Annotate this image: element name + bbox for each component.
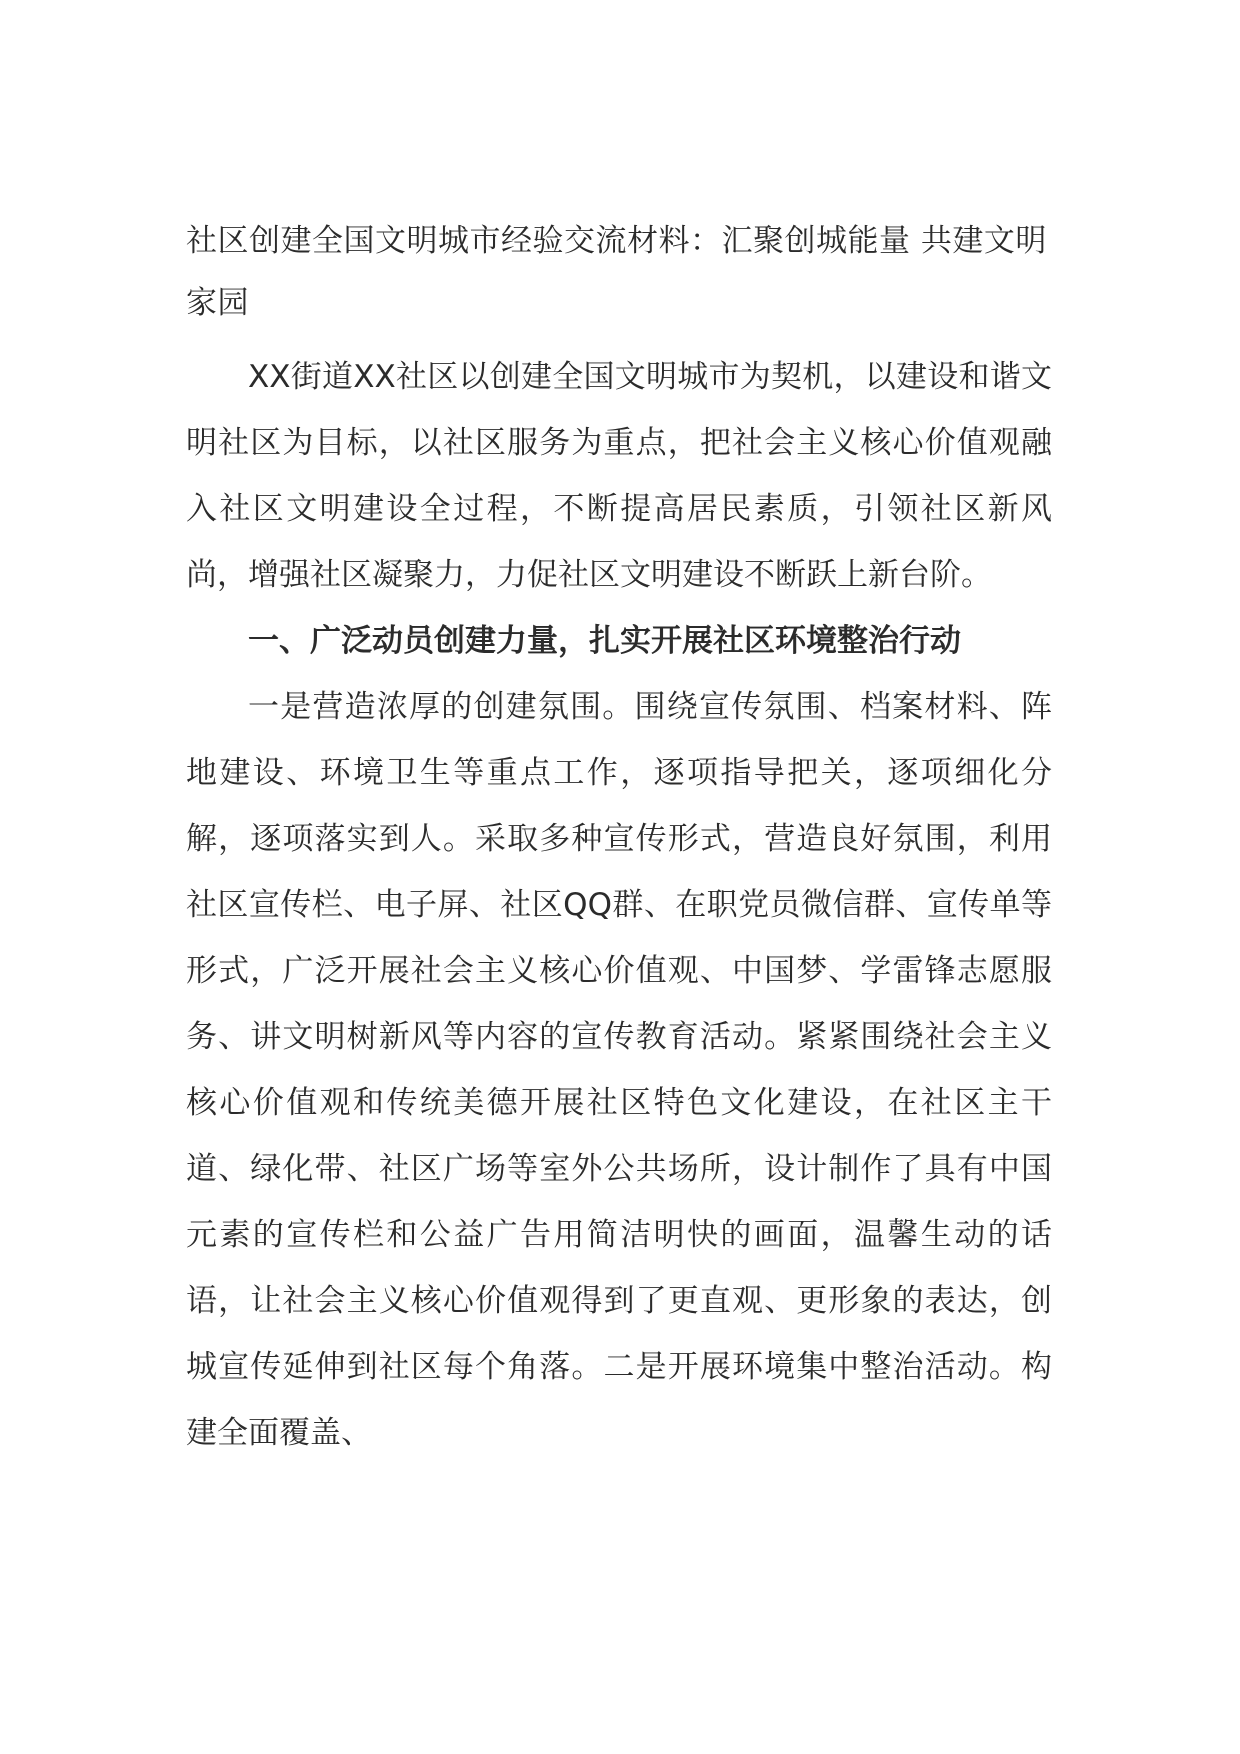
document-title: 社区创建全国文明城市经验交流材料：汇聚创城能量 共建文明家园 [186, 223, 1047, 321]
section-heading: 一、广泛动员创建力量，扎实开展社区环境整治行动 [248, 623, 961, 659]
document-body [186, 210, 1052, 1466]
intro-paragraph: XX街道XX社区以创建全国文明城市为契机，以建设和谐文明社区为目标，以社区服务为重点，把社会主义核心价值观融入社区文明建设全过程，不断提高居民素质，引领社区新风尚，增强社区凝聚力，力促社区文明建设不断跃上新台阶。 [186, 359, 1052, 593]
section-paragraph: 一是营造浓厚的创建氛围。围绕宣传氛围、档案材料、阵地建设、环境卫生等重点工作，逐项指导把关，逐项细化分解，逐项落实到人。采取多种宣传形式，营造良好氛围，利用社区宣传栏、电子屏、社区QQ群、在职党员微信群、宣传单等形式，广泛开展社会主义核心价值观、中国梦、学雷锋志愿服务、讲文明树新风等内容的宣传教育活动。紧紧围绕社会主义核心价值观和传统美德开展社区特色文化建设，在社区主干道、绿化带、社区广场等室外公共场所，设计制作了具有中国元素的宣传栏和公益广告用简洁明快的画面，温馨生动的话语，让社会主义核心价值观得到了更直观、更形象的表达，创城宣传延伸到社区每个角落。二是开展环境集中整治活动。构建全面覆盖、 [186, 689, 1052, 1451]
